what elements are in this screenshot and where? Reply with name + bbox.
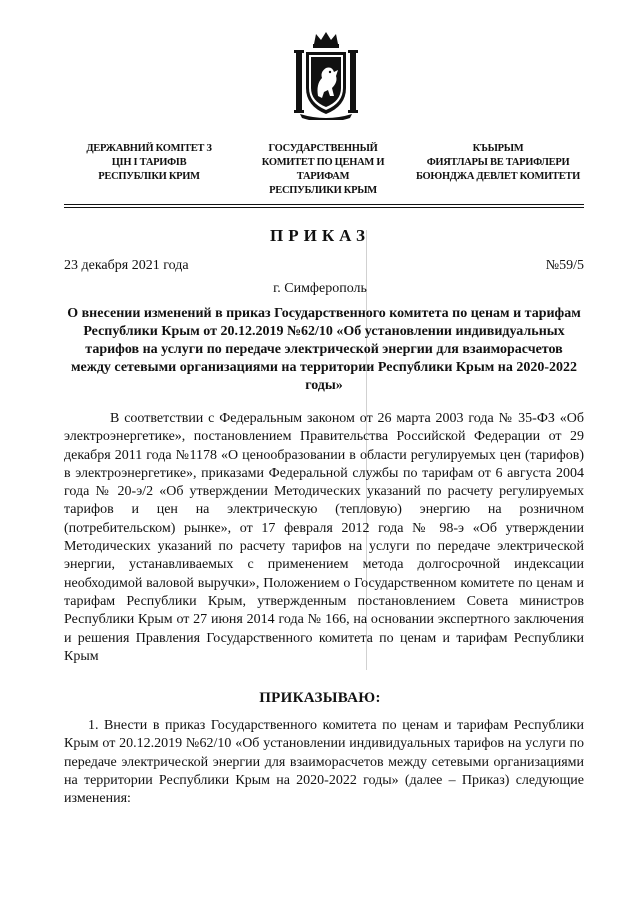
- preamble-paragraph: В соответствии с Федеральным законом от 26 марта 2003 года № 35-ФЗ «Об электроэнергетике», постановлением Правительства Российской Федерации от 29 декабря 2011 года №1178 «О ценообразовании в области регулируемых цен (тарифов) в электроэнергетике», приказами Федеральной службы по тарифам от 6 августа 2004 года № 20-э/2 «Об утверждении Методических указаний по расчету регулируемых тарифов и цен на электрическую (тепловую) энергию на розничном (потребительском) рынке», от 17 февраля 2012 года № 98-э «Об утверждении Методических указаний по расчету тарифов на услуги по передаче электрической энергии, устанавливаемых с применением метода долгосрочной индексации необходимой валовой выручки», Положением о Государственном комитете по ценам и тарифам Республики Крым, утвержденным постановлением Совета министров Республики Крым от 27 июня 2014 года № 166, на основании экспертного заключения и решения Правления Государственного комитета по ценам и тарифам Республики Крым: [64, 411, 584, 664]
- crimea-coat-of-arms-icon: [292, 30, 360, 120]
- document-title: ПРИКАЗ: [270, 226, 370, 245]
- document-number: №59/5: [545, 258, 584, 273]
- document-subject: О внесении изменений в приказ Государственного комитета по ценам и тарифам Республики Крым от 20.12.2019 №62/10 «Об установлении индивидуальных тарифов на услуги по передаче электрической энергии для взаиморасчетов между сетевыми организациями на территории Республики Крым на 2020-2022 годы»: [67, 306, 581, 393]
- document-city: г. Симферополь: [273, 281, 367, 296]
- header-russian: ГОСУДАРСТВЕННЫЙ КОМИТЕТ ПО ЦЕНАМ И ТАРИФАМ РЕСПУБЛИКИ КРЫМ: [261, 143, 385, 196]
- header-divider-thin: [64, 207, 584, 208]
- header-divider-thick: [64, 204, 584, 205]
- header-ukrainian: ДЕРЖАВНИЙ КОМІТЕТ З ЦІН І ТАРИФІВ РЕСПУБЛІКИ КРИМ: [86, 143, 212, 182]
- order-heading: ПРИКАЗЫВАЮ:: [259, 690, 381, 706]
- order-item-1: 1. Внести в приказ Государственного комитета по ценам и тарифам Республики Крым от 20.12.2019 №62/10 «Об установлении индивидуальных тарифов на услуги по передаче электрической энергии для взаиморасчетов между сетевыми организациями на территории Республики Крым на 2020-2022 годы» (далее – Приказ) следующие изменения:: [64, 718, 584, 807]
- header-crimean-tatar: КЪЫРЫМ ФИЯТЛАРЫ ВЕ ТАРИФЛЕРИ БОЮНДЖА ДЕВЛЕТ КОМИТЕТИ: [415, 143, 580, 182]
- document-date: 23 декабря 2021 года: [64, 258, 189, 273]
